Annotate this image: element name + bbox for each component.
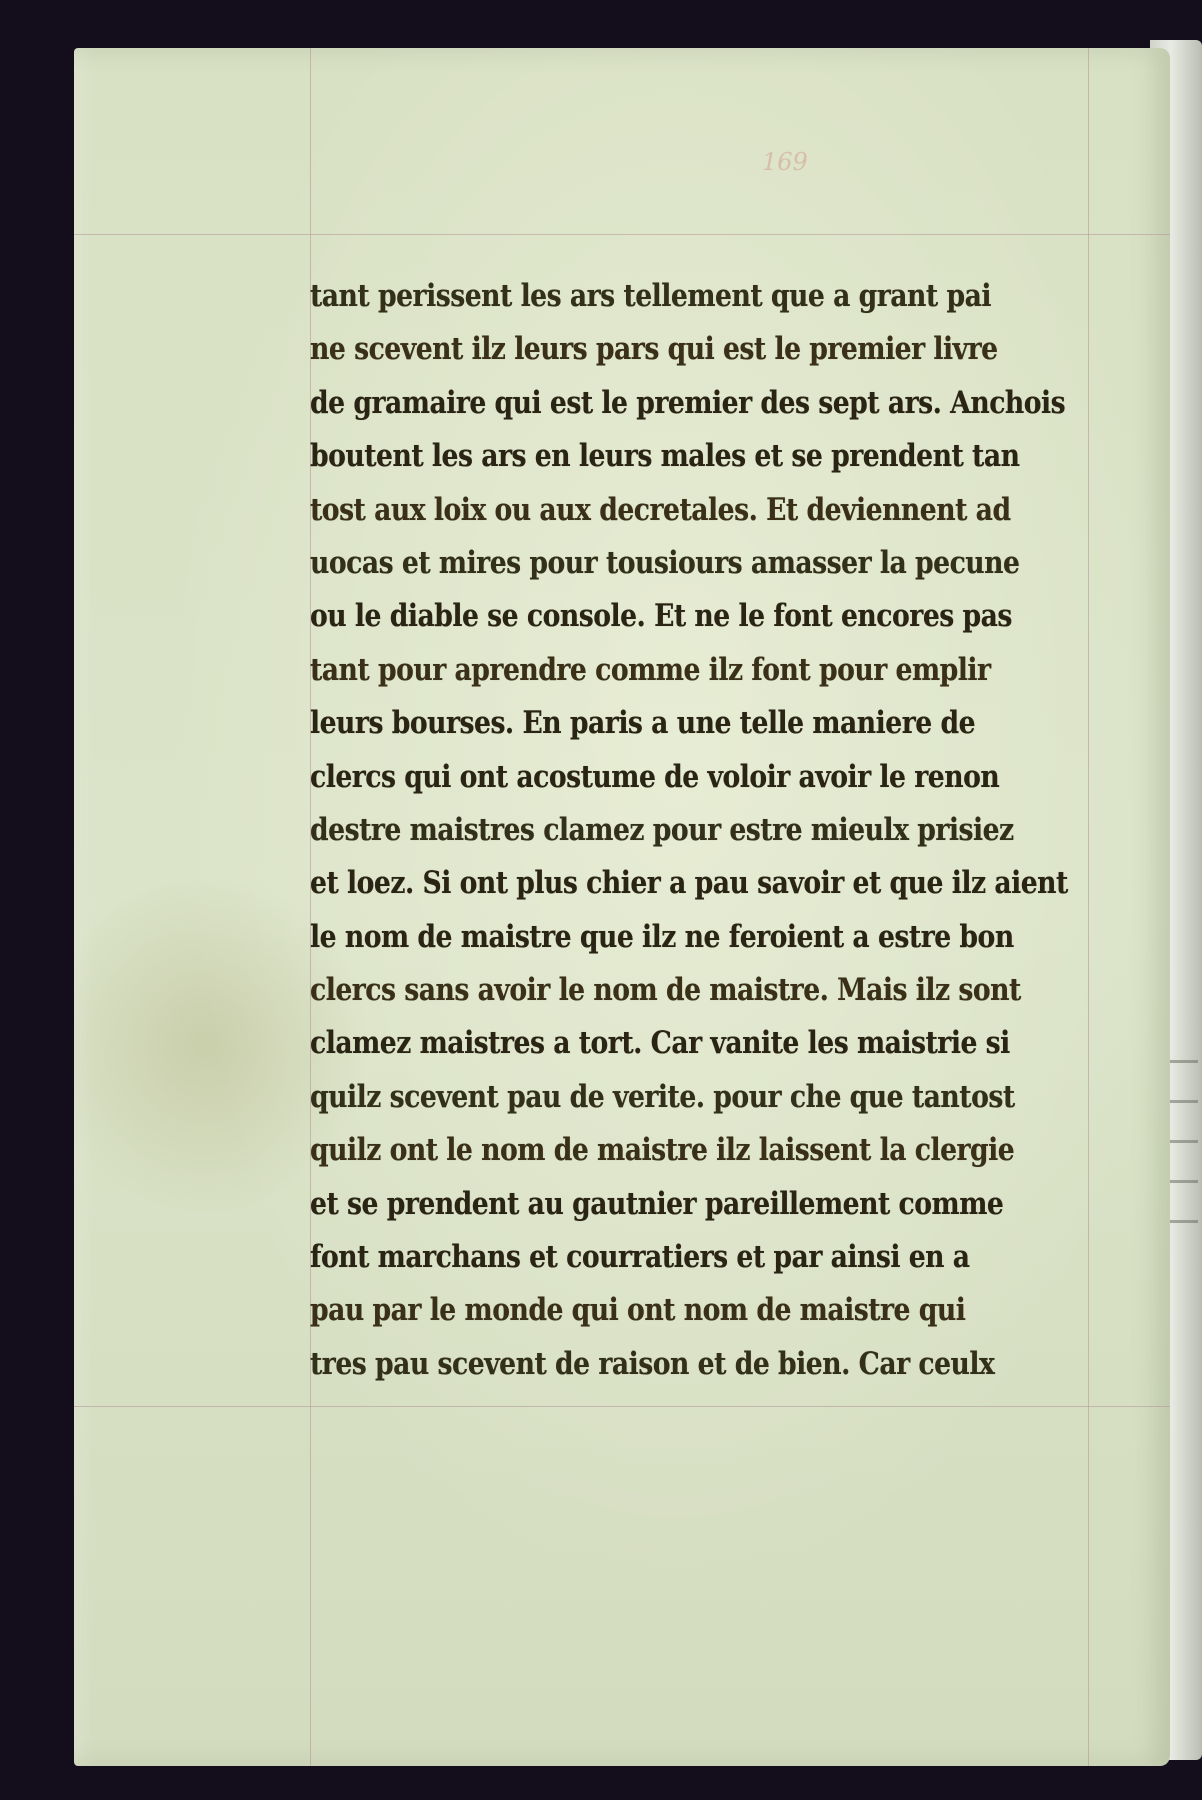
text-line: et loez. Si ont plus chier a pau savoir et que ilz aient [310, 865, 1068, 902]
folio-number: 169 [762, 148, 808, 176]
text-line: uocas et mires pour tousiours amasser la pecune [310, 544, 1020, 581]
text-line: clercs sans avoir le nom de maistre. Mais ilz sont [310, 972, 1021, 1009]
text-line: ou le diable se console. Et ne le font encores pas [310, 598, 1012, 635]
text-line: boutent les ars en leurs males et se prendent tan [310, 438, 1020, 475]
text-line: clamez maistres a tort. Car vanite les maistrie si [310, 1025, 1010, 1062]
text-line: pau par le monde qui ont nom de maistre qui [310, 1292, 966, 1329]
text-line: le nom de maistre que ilz ne feroient a estre bon [310, 918, 1014, 955]
text-line: quilz ont le nom de maistre ilz laissent la clergie [310, 1132, 1015, 1169]
text-line: tres pau scevent de raison et de bien. Car ceulx [310, 1345, 995, 1382]
text-line: de gramaire qui est le premier des sept ars. Anchois [310, 384, 1066, 421]
text-line: quilz scevent pau de verite. pour che que tantost [310, 1078, 1015, 1115]
text-line: tost aux loix ou aux decretales. Et deviennent ad [310, 491, 1011, 528]
text-line: et se prendent au gautnier pareillement comme [310, 1185, 1004, 1222]
text-line: leurs bourses. En paris a une telle maniere de [310, 705, 976, 742]
text-block [310, 270, 1090, 1391]
top-ruling-line [74, 234, 1170, 235]
text-line: tant perissent les ars tellement que a grant pai [310, 278, 991, 314]
parchment-folio [74, 48, 1170, 1766]
text-line: tant pour aprendre comme ilz font pour emplir [310, 651, 991, 688]
text-line: ne scevent ilz leurs pars qui est le premier livre [310, 331, 998, 368]
text-line: clercs qui ont acostume de voloir avoir le renon [310, 758, 1000, 795]
text-line: font marchans et courratiers et par ainsi en a [310, 1239, 970, 1276]
bottom-ruling-line [74, 1406, 1170, 1407]
text-line: destre maistres clamez pour estre mieulx prisiez [310, 811, 1014, 848]
